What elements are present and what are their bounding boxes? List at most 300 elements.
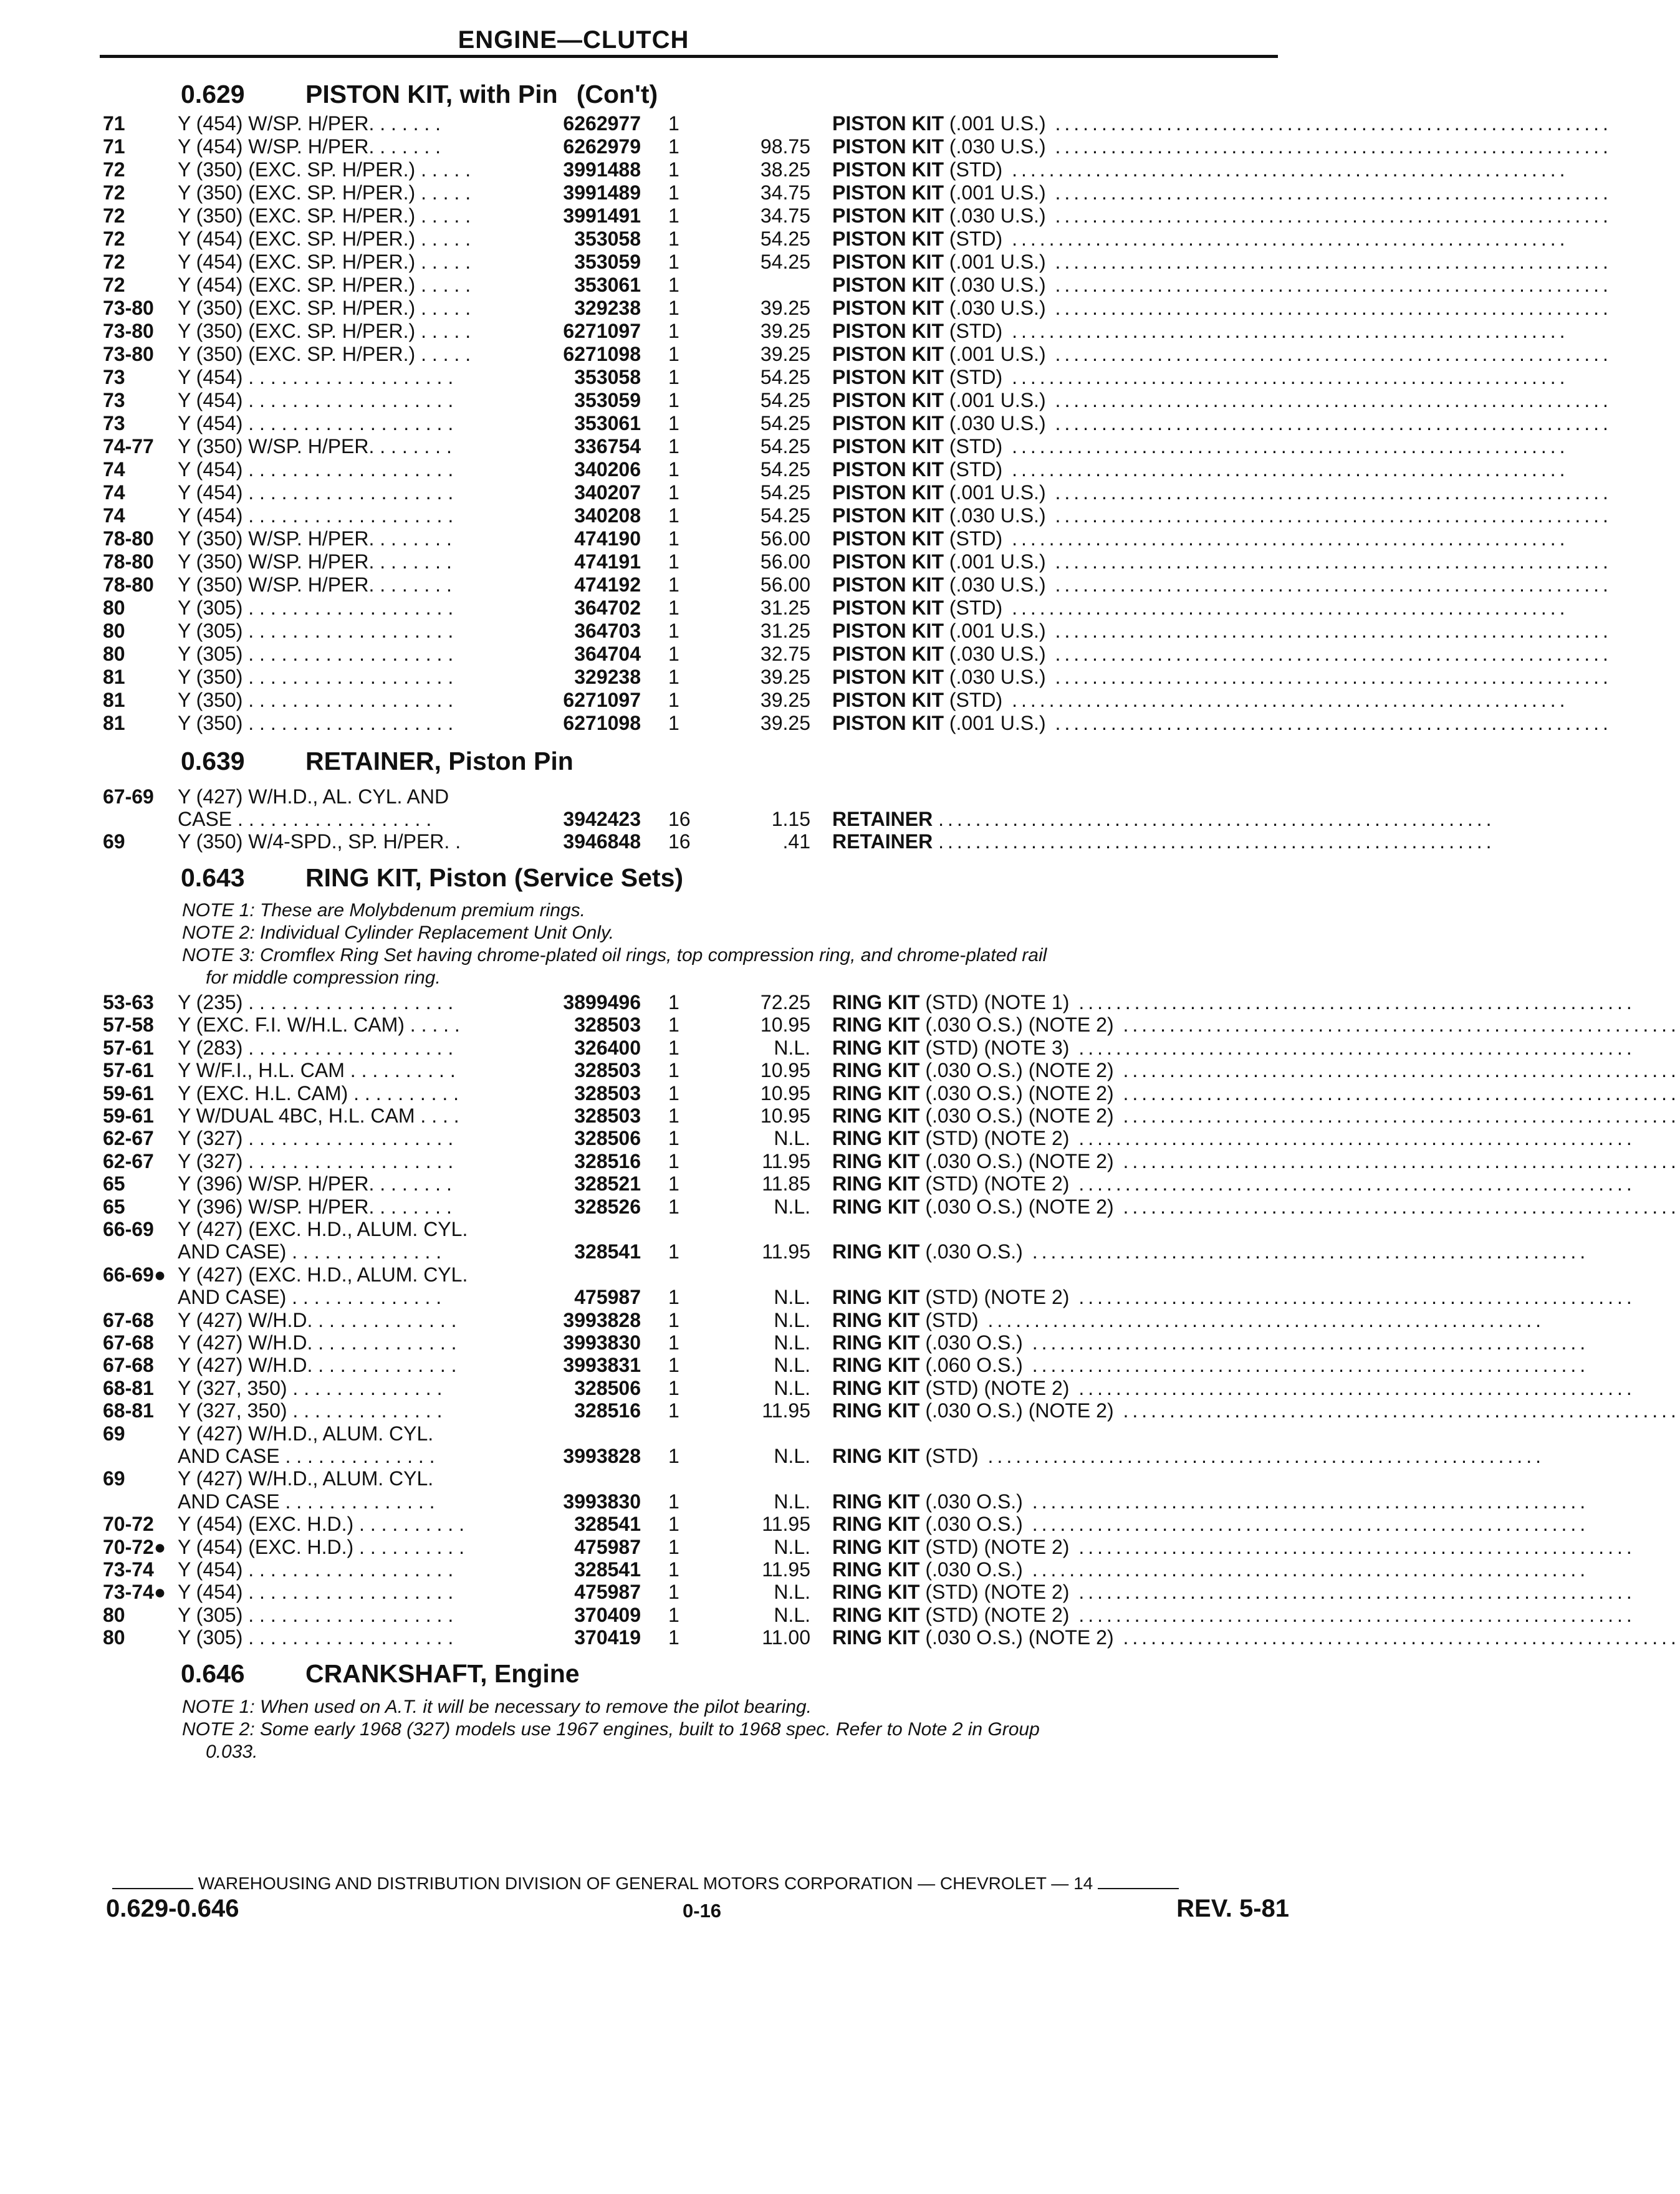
table-row	[0, 1263, 1576, 1286]
part-spec: (STD)	[949, 435, 1003, 457]
price: 54.25	[760, 435, 810, 457]
part-name	[832, 1195, 1680, 1219]
price: 39.25	[760, 712, 810, 734]
model-description: Y W/DUAL 4BC, H.L. CAM . . . .	[178, 1104, 459, 1127]
table-row	[0, 481, 1612, 504]
price: 10.95	[760, 1104, 810, 1127]
table-row	[0, 458, 1576, 481]
price: N.L.	[774, 1036, 810, 1059]
table-row	[0, 527, 1576, 550]
part-number: 329238	[574, 297, 641, 319]
part-name	[832, 573, 1612, 596]
quantity: 1	[668, 1535, 679, 1558]
model-description: Y (427) W/H.D. . . . . . . . . . . . . .	[178, 1331, 457, 1354]
model-description: AND CASE) . . . . . . . . . . . . . .	[178, 1240, 442, 1263]
price: 54.25	[760, 412, 810, 434]
part-number: 353059	[574, 389, 641, 411]
part-name-label: PISTON KIT	[832, 596, 944, 619]
part-spec: (STD)	[949, 366, 1003, 388]
part-name-label: RING KIT	[832, 1535, 920, 1558]
model-year: 62-67	[103, 1127, 154, 1150]
table-row	[0, 1127, 1636, 1150]
price: 34.75	[760, 181, 810, 204]
part-spec: (.030 O.S.) (NOTE 2)	[925, 1013, 1114, 1037]
model-year: 70-72●	[103, 1535, 166, 1558]
part-number: 328521	[574, 1172, 641, 1195]
price: 72.25	[760, 991, 810, 1013]
part-number: 475987	[574, 1581, 641, 1604]
part-name	[832, 620, 1612, 643]
part-name-label: RING KIT	[832, 1354, 920, 1377]
model-year: 81	[103, 712, 125, 734]
table-row	[0, 830, 1576, 853]
table-row	[0, 1195, 1680, 1219]
part-spec: (STD)	[949, 228, 1003, 250]
table-row	[0, 1286, 1636, 1309]
model-year: 73-80	[103, 343, 154, 365]
footer-rule-right	[1098, 1875, 1179, 1889]
model-description: Y (350) (EXC. SP. H/PER.) . . . . .	[178, 158, 471, 181]
table-row	[0, 573, 1612, 596]
quantity: 1	[668, 1331, 679, 1354]
part-name-label: PISTON KIT	[832, 320, 944, 342]
table-row	[0, 343, 1612, 366]
leader-dots: ............................................................	[1045, 643, 1612, 665]
price: 39.25	[760, 297, 810, 319]
model-year: 65	[103, 1195, 125, 1218]
part-name-label: PISTON KIT	[832, 504, 944, 527]
table-row	[0, 689, 1576, 712]
leader-dots: ............................................................	[1113, 1104, 1680, 1127]
section-number: 0.639	[181, 747, 245, 775]
model-year: 73-74	[103, 1558, 154, 1581]
part-name	[832, 158, 1569, 181]
part-spec: (.030 U.S.)	[949, 666, 1046, 688]
quantity: 1	[668, 573, 679, 596]
model-year: 57-58	[103, 1013, 154, 1037]
model-description: Y (454) (EXC. SP. H/PER.) . . . . .	[178, 274, 471, 296]
part-name	[832, 527, 1569, 550]
leader-dots: ............................................................	[1002, 320, 1569, 342]
leader-dots: ............................................................	[1045, 620, 1612, 642]
leader-dots: ............................................................	[1069, 1603, 1636, 1626]
table-row	[0, 1558, 1590, 1581]
part-spec: (STD)	[949, 458, 1003, 481]
model-year: 70-72	[103, 1513, 154, 1536]
part-name-label: PISTON KIT	[832, 112, 944, 135]
part-name	[832, 643, 1612, 666]
part-name	[832, 297, 1612, 320]
quantity: 1	[668, 1059, 679, 1082]
part-number: 3899496	[563, 991, 641, 1013]
part-number: 329238	[574, 666, 641, 688]
part-spec: (.030 O.S.) (NOTE 2)	[925, 1059, 1114, 1082]
price: N.L.	[774, 1354, 810, 1377]
table-row	[0, 504, 1612, 527]
model-year: 80	[103, 620, 125, 642]
model-year: 80	[103, 596, 125, 619]
leader-dots: ............................................................	[1113, 1626, 1680, 1649]
price: .41	[782, 830, 810, 853]
leader-dots: ............................................................	[1113, 1059, 1680, 1082]
part-number: 328506	[574, 1127, 641, 1150]
model-description: Y (EXC. H.L. CAM) . . . . . . . . . .	[178, 1081, 459, 1104]
part-name	[832, 1535, 1636, 1559]
part-spec: (STD)	[949, 158, 1003, 181]
quantity: 1	[668, 1127, 679, 1150]
price: 11.95	[762, 1513, 810, 1536]
part-number: 336754	[574, 435, 641, 457]
part-name-label: RING KIT	[832, 1059, 920, 1082]
model-year: 72	[103, 274, 125, 296]
model-description: Y (305) . . . . . . . . . . . . . . . . . . .	[178, 620, 454, 642]
part-name	[832, 458, 1569, 481]
model-year: 72	[103, 204, 125, 227]
quantity: 1	[668, 1149, 679, 1172]
quantity: 1	[668, 504, 679, 527]
quantity: 1	[668, 550, 679, 573]
part-name-label: RING KIT	[832, 1149, 920, 1172]
quantity: 1	[668, 1581, 679, 1604]
part-name-label: PISTON KIT	[832, 158, 944, 181]
part-spec: (.001 U.S.)	[949, 251, 1046, 273]
part-name-label: RING KIT	[832, 1513, 920, 1536]
part-spec: (.030 U.S.)	[949, 204, 1046, 227]
section-name: RETAINER, Piston Pin	[305, 747, 574, 775]
part-name-label: RING KIT	[832, 1081, 920, 1104]
part-number: 6262979	[563, 135, 641, 158]
model-year: 67-68	[103, 1354, 154, 1377]
page-header-title: ENGINE—CLUTCH	[458, 26, 689, 54]
table-row	[0, 1013, 1680, 1037]
part-name	[832, 274, 1612, 297]
part-name	[832, 435, 1569, 458]
model-year: 78-80	[103, 573, 154, 596]
leader-dots: ............................................................	[1045, 297, 1612, 319]
model-description: Y (327, 350) . . . . . . . . . . . . . .	[178, 1376, 443, 1399]
part-number: 328541	[574, 1240, 641, 1263]
leader-dots: ............................................................	[1022, 1240, 1590, 1263]
quantity: 1	[668, 458, 679, 481]
part-spec: (.030 U.S.)	[949, 412, 1046, 434]
part-spec: (STD) (NOTE 2)	[925, 1172, 1070, 1195]
table-row	[0, 1309, 1576, 1332]
model-description: Y (454) . . . . . . . . . . . . . . . . . . .	[178, 1581, 454, 1604]
part-name	[832, 228, 1569, 251]
leader-dots: ............................................................	[1045, 274, 1612, 296]
leader-dots: ............................................................	[978, 1308, 1545, 1331]
quantity: 1	[668, 712, 679, 734]
footer-group-code: 0.629-0.646	[106, 1895, 239, 1922]
part-number: 3993828	[563, 1445, 641, 1467]
leader-dots: ............................................................	[1113, 1399, 1680, 1422]
part-name-label: PISTON KIT	[832, 135, 944, 158]
quantity: 1	[668, 620, 679, 642]
section-name: RING KIT, Piston (Service Sets)	[305, 863, 684, 892]
part-name	[832, 343, 1612, 366]
part-spec: (.030 O.S.)	[925, 1490, 1023, 1513]
table-row	[0, 158, 1576, 181]
part-name	[832, 1308, 1545, 1332]
model-description: Y (350) (EXC. SP. H/PER.) . . . . .	[178, 320, 471, 342]
table-row	[0, 1467, 1576, 1490]
part-spec: (STD)	[925, 1445, 979, 1467]
ring-note-3: NOTE 3: Cromflex Ring Set having chrome-plated oil rings, top compression ring, and chrome-plated rail	[182, 945, 1047, 965]
price: N.L.	[774, 1603, 810, 1626]
part-number: 328516	[574, 1399, 641, 1422]
model-description: Y W/F.I., H.L. CAM . . . . . . . . . .	[178, 1059, 456, 1082]
model-description: Y (427) W/H.D., AL. CYL. AND	[178, 785, 449, 808]
part-number: 6271097	[563, 320, 641, 342]
table-row	[0, 366, 1576, 389]
leader-dots: ............................................................	[1045, 666, 1612, 688]
part-name	[832, 1445, 1545, 1468]
model-year: 72	[103, 228, 125, 250]
model-description: Y (283) . . . . . . . . . . . . . . . . . . .	[178, 1036, 454, 1059]
leader-dots: ............................................................	[1069, 1376, 1636, 1399]
leader-dots: ............................................................	[1022, 1331, 1590, 1354]
part-name-label: RING KIT	[832, 1558, 920, 1581]
price: N.L.	[774, 1581, 810, 1604]
model-description: Y (454) . . . . . . . . . . . . . . . . . . .	[178, 412, 454, 434]
table-row	[0, 991, 1636, 1014]
section-number: 0.646	[181, 1659, 245, 1688]
part-name-label: PISTON KIT	[832, 251, 944, 273]
price: 56.00	[760, 527, 810, 550]
part-spec: (.030 O.S.)	[925, 1513, 1023, 1536]
price: N.L.	[774, 1535, 810, 1558]
price: N.L.	[774, 1490, 810, 1513]
leader-dots: ............................................................	[1045, 712, 1612, 734]
leader-dots: ............................................................	[1069, 1036, 1636, 1059]
part-name	[832, 135, 1612, 158]
part-number: 353061	[574, 412, 641, 434]
table-row	[0, 666, 1612, 689]
part-name-label: RING KIT	[832, 991, 920, 1013]
quantity: 1	[668, 1195, 679, 1218]
model-year: 73-80	[103, 297, 154, 319]
part-name	[832, 991, 1636, 1014]
quantity: 1	[668, 158, 679, 181]
part-spec: (.001 U.S.)	[949, 481, 1046, 504]
part-spec: (.001 U.S.)	[949, 389, 1046, 411]
price: 10.95	[760, 1081, 810, 1104]
model-description: Y (350) . . . . . . . . . . . . . . . . . . .	[178, 712, 454, 734]
quantity: 1	[668, 991, 679, 1013]
table-row	[0, 228, 1576, 251]
section-name: PISTON KIT, with Pin	[305, 80, 558, 108]
part-name-label: PISTON KIT	[832, 573, 944, 596]
part-name	[832, 389, 1612, 412]
part-number: 3991491	[563, 204, 641, 227]
model-year: 66-69	[103, 1218, 154, 1240]
leader-dots: ............................................................	[1022, 1490, 1590, 1513]
part-name-label: PISTON KIT	[832, 550, 944, 573]
part-name-label: PISTON KIT	[832, 481, 944, 504]
part-name	[832, 204, 1612, 228]
model-year: 69	[103, 830, 125, 853]
quantity: 1	[668, 1376, 679, 1399]
leader-dots: ............................................................	[1069, 1172, 1636, 1195]
price: 39.25	[760, 666, 810, 688]
table-row	[0, 412, 1612, 435]
model-description: Y (454) (EXC. H.D.) . . . . . . . . . .	[178, 1513, 464, 1536]
table-row	[0, 1445, 1576, 1468]
part-name-label: RING KIT	[832, 1127, 920, 1150]
part-name	[832, 1490, 1590, 1513]
table-row	[0, 1399, 1680, 1422]
part-name-label: PISTON KIT	[832, 343, 944, 365]
quantity: 1	[668, 1036, 679, 1059]
part-name-label: PISTON KIT	[832, 712, 944, 734]
price: N.L.	[774, 1286, 810, 1309]
model-description: Y (327) . . . . . . . . . . . . . . . . . . .	[178, 1149, 454, 1172]
model-description: Y (327, 350) . . . . . . . . . . . . . .	[178, 1399, 443, 1422]
part-name	[832, 1013, 1680, 1037]
model-year: 72	[103, 158, 125, 181]
part-number: 328503	[574, 1081, 641, 1104]
price: 31.25	[760, 620, 810, 642]
part-name-label: RING KIT	[832, 1399, 920, 1422]
part-number: 328516	[574, 1149, 641, 1172]
part-spec: (.030 U.S.)	[949, 135, 1046, 158]
part-name-label: PISTON KIT	[832, 458, 944, 481]
model-year: 59-61	[103, 1104, 154, 1127]
leader-dots: ............................................................	[1002, 366, 1569, 388]
leader-dots: ............................................................	[938, 808, 1495, 830]
quantity: 1	[668, 343, 679, 365]
part-spec: (STD)	[949, 320, 1003, 342]
leader-dots: ............................................................	[1045, 135, 1612, 158]
quantity: 1	[668, 1104, 679, 1127]
part-spec: (STD) (NOTE 2)	[925, 1603, 1070, 1626]
part-spec: (.030 U.S.)	[949, 274, 1046, 296]
quantity: 1	[668, 1399, 679, 1422]
table-row	[0, 712, 1612, 735]
leader-dots: ............................................................	[1045, 550, 1612, 573]
part-number: 328503	[574, 1013, 641, 1037]
part-number: 353059	[574, 251, 641, 273]
model-description: Y (427) W/H.D., ALUM. CYL.	[178, 1467, 434, 1490]
part-number: 6271098	[563, 343, 641, 365]
part-number: 328503	[574, 1104, 641, 1127]
part-name-label: RING KIT	[832, 1581, 920, 1604]
leader-dots: ............................................................	[1002, 689, 1569, 711]
part-name	[832, 366, 1569, 389]
model-year: 71	[103, 112, 125, 135]
leader-dots: ............................................................	[1002, 228, 1569, 250]
part-name-label: RING KIT	[832, 1331, 920, 1354]
model-description: Y (454) (EXC. H.D.) . . . . . . . . . .	[178, 1535, 464, 1558]
part-name	[832, 1149, 1680, 1173]
model-description: Y (350) W/SP. H/PER. . . . . . . .	[178, 550, 452, 573]
part-name	[832, 830, 1495, 853]
model-description: CASE . . . . . . . . . . . . . . . . . .	[178, 808, 432, 830]
part-name	[832, 1581, 1636, 1604]
model-year: 73	[103, 366, 125, 388]
part-name	[832, 1059, 1680, 1082]
part-name-label: RING KIT	[832, 1240, 920, 1263]
part-number: 328541	[574, 1558, 641, 1581]
quantity: 1	[668, 1626, 679, 1649]
table-row	[0, 1626, 1680, 1649]
part-spec: (.001 U.S.)	[949, 712, 1046, 734]
leader-dots: ............................................................	[1069, 1286, 1636, 1309]
part-name	[832, 1558, 1590, 1581]
leader-dots: ............................................................	[1045, 181, 1612, 204]
quantity: 1	[668, 1445, 679, 1467]
model-year: 71	[103, 135, 125, 158]
part-name	[832, 1354, 1590, 1377]
part-name	[832, 712, 1612, 735]
table-row	[0, 204, 1612, 228]
table-row	[0, 808, 1576, 831]
table-row	[0, 643, 1612, 666]
leader-dots: ............................................................	[1069, 1581, 1636, 1604]
table-row	[0, 1149, 1680, 1173]
footer-page-number: 0-16	[683, 1900, 722, 1922]
model-year: 59-61	[103, 1081, 154, 1104]
table-row	[0, 785, 1576, 808]
model-year: 69	[103, 1467, 125, 1490]
part-number: 3993830	[563, 1331, 641, 1354]
model-year: 69	[103, 1422, 125, 1445]
quantity: 1	[668, 596, 679, 619]
part-number: 328506	[574, 1376, 641, 1399]
part-name	[832, 1172, 1636, 1195]
part-number: 328526	[574, 1195, 641, 1218]
part-spec: (.030 O.S.)	[925, 1240, 1023, 1263]
leader-dots: ............................................................	[1069, 1127, 1636, 1150]
model-description: Y (305) . . . . . . . . . . . . . . . . . . .	[178, 1626, 454, 1649]
part-name	[832, 550, 1612, 573]
quantity: 1	[668, 251, 679, 273]
model-year: 80	[103, 1603, 125, 1626]
part-name-label: RETAINER	[832, 808, 933, 830]
model-description: Y (EXC. F.I. W/H.L. CAM) . . . . .	[178, 1013, 460, 1037]
part-spec: (STD) (NOTE 2)	[925, 1581, 1070, 1604]
quantity: 1	[668, 204, 679, 227]
model-year: 74-77	[103, 435, 154, 457]
quantity: 1	[668, 112, 679, 135]
leader-dots: ............................................................	[1045, 573, 1612, 596]
footer-revision: REV. 5-81	[1176, 1895, 1289, 1922]
table-row	[0, 596, 1576, 620]
price: 39.25	[760, 320, 810, 342]
model-description: Y (427) W/H.D. . . . . . . . . . . . . .	[178, 1308, 457, 1331]
leader-dots: ............................................................	[1022, 1354, 1590, 1377]
model-description: Y (350) W/SP. H/PER. . . . . . . .	[178, 527, 452, 550]
table-row	[0, 1218, 1576, 1241]
quantity: 1	[668, 181, 679, 204]
part-name-label: PISTON KIT	[832, 527, 944, 550]
table-row	[0, 550, 1612, 573]
part-name-label: RING KIT	[832, 1308, 920, 1331]
leader-dots: ............................................................	[1022, 1558, 1590, 1581]
table-row	[0, 1104, 1680, 1128]
table-row	[0, 1081, 1680, 1105]
model-description: Y (235) . . . . . . . . . . . . . . . . . . .	[178, 991, 454, 1013]
table-row	[0, 1376, 1636, 1400]
part-number: 475987	[574, 1286, 641, 1309]
model-year: 66-69●	[103, 1263, 166, 1286]
part-name	[832, 481, 1612, 504]
part-name	[832, 112, 1612, 135]
header-rule	[100, 55, 1278, 58]
quantity: 1	[668, 1240, 679, 1263]
leader-dots: ............................................................	[938, 830, 1495, 853]
part-name-label: RING KIT	[832, 1286, 920, 1309]
